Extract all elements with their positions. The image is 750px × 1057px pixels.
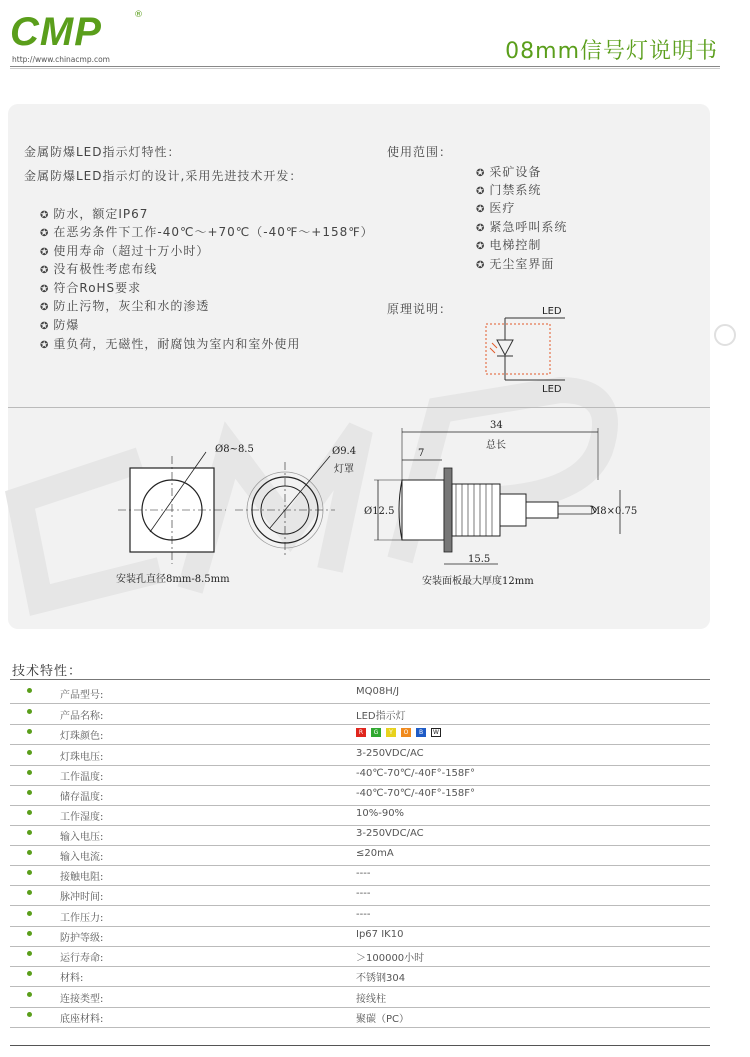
logo-text: CMP bbox=[10, 10, 102, 54]
bullet-dot-icon bbox=[27, 750, 32, 755]
led-schematic bbox=[480, 300, 580, 396]
star-bullet-icon: ✪ bbox=[40, 265, 50, 276]
spec-row: 材料: 不锈钢304 bbox=[10, 966, 710, 987]
star-bullet-icon: ✪ bbox=[476, 241, 486, 252]
principle-heading: 原理说明： bbox=[387, 302, 453, 316]
spec-row: 接触电阻: ---- bbox=[10, 865, 710, 886]
feature-item: ✪ 使用寿命（超过十万小时） bbox=[40, 244, 210, 258]
thread-spec: M8×0.75 bbox=[590, 506, 638, 517]
star-bullet-icon: ✪ bbox=[40, 284, 50, 295]
feature-item: ✪ 在恶劣条件下工作-40℃～+70℃（-40℉～+158℉） bbox=[40, 225, 374, 239]
panel-divider bbox=[8, 407, 710, 408]
footer-divider bbox=[10, 1045, 710, 1046]
bullet-dot-icon bbox=[27, 830, 32, 835]
total-length-label: 总长 bbox=[486, 440, 506, 451]
spec-row: 输入电流: ≤20mA bbox=[10, 845, 710, 866]
spec-row: 灯珠颜色: R G Y O B W bbox=[10, 724, 710, 745]
star-bullet-icon: ✪ bbox=[476, 260, 486, 271]
usage-item: ✪ 紧急呼叫系统 bbox=[476, 220, 568, 234]
feature-item: ✪ 重负荷，无磁性，耐腐蚀为室内和室外使用 bbox=[40, 337, 301, 351]
dimension-drawing bbox=[100, 410, 660, 610]
bullet-dot-icon bbox=[27, 688, 32, 693]
body-diameter: Ø12.5 bbox=[364, 506, 395, 517]
star-bullet-icon: ✪ bbox=[476, 186, 486, 197]
spec-row: 储存温度: -40℃-70℃/-40F°-158F° bbox=[10, 785, 710, 806]
document-title: 08mm信号灯说明书 bbox=[505, 39, 718, 64]
feature-item: ✪ 防爆 bbox=[40, 318, 80, 332]
spec-row: 底座材料: 聚碳（PC） bbox=[10, 1007, 710, 1028]
flange-length: 7 bbox=[418, 448, 425, 459]
spec-row: 运行寿命: ＞100000小时 bbox=[10, 946, 710, 967]
star-bullet-icon: ✪ bbox=[40, 228, 50, 239]
star-bullet-icon: ✪ bbox=[476, 223, 486, 234]
star-bullet-icon: ✪ bbox=[40, 210, 50, 221]
feature-item: ✪ 防水，额定IP67 bbox=[40, 207, 149, 221]
bullet-dot-icon bbox=[27, 770, 32, 775]
star-bullet-icon: ✪ bbox=[476, 204, 486, 215]
star-bullet-icon: ✪ bbox=[40, 321, 50, 332]
spec-row: 产品型号: MQ08H/J bbox=[10, 683, 710, 704]
bullet-dot-icon bbox=[27, 890, 32, 895]
feature-item: ✪ 符合RoHS要求 bbox=[40, 281, 142, 295]
bullet-dot-icon bbox=[27, 911, 32, 916]
bullet-dot-icon bbox=[27, 992, 32, 997]
hole-diameter-label: Ø8~8.5 bbox=[215, 444, 254, 455]
usage-item: ✪ 医疗 bbox=[476, 201, 516, 215]
bullet-dot-icon bbox=[27, 729, 32, 734]
spec-row: 防护等级: Ip67 IK10 bbox=[10, 926, 710, 947]
total-length-value: 34 bbox=[490, 420, 503, 431]
bullet-dot-icon bbox=[27, 951, 32, 956]
usage-heading: 使用范围： bbox=[387, 145, 453, 159]
thread-length: 15.5 bbox=[468, 554, 491, 565]
header-divider-secondary bbox=[10, 68, 720, 69]
schematic-bottom-label: LED bbox=[542, 384, 562, 395]
spec-row: 工作温度: -40℃-70℃/-40F°-158F° bbox=[10, 765, 710, 786]
usage-item: ✪ 门禁系统 bbox=[476, 183, 542, 197]
features-heading: 金属防爆LED指示灯特性： bbox=[24, 145, 181, 159]
color-chip-yellow: Y bbox=[386, 728, 396, 737]
hole-caption: 安装孔直径8mm-8.5mm bbox=[116, 574, 230, 585]
specs-divider bbox=[10, 679, 710, 680]
cover-label: 灯罩 bbox=[334, 464, 354, 475]
color-chips bbox=[356, 727, 446, 738]
star-bullet-icon: ✪ bbox=[40, 247, 50, 258]
specs-title: 技术特性： bbox=[12, 664, 83, 679]
registered-mark: ® bbox=[134, 10, 143, 20]
spec-row: 脉冲时间: ---- bbox=[10, 885, 710, 906]
usage-item: ✪ 电梯控制 bbox=[476, 238, 542, 252]
bullet-dot-icon bbox=[27, 850, 32, 855]
bullet-dot-icon bbox=[27, 971, 32, 976]
header-divider bbox=[10, 66, 720, 67]
usage-item: ✪ 采矿设备 bbox=[476, 165, 542, 179]
logo-url: http://www.chinacmp.com bbox=[12, 55, 110, 64]
spec-row: 工作压力: ---- bbox=[10, 906, 710, 927]
bullet-dot-icon bbox=[27, 931, 32, 936]
color-chip-green: G bbox=[371, 728, 381, 737]
features-subheading: 金属防爆LED指示灯的设计,采用先进技术开发： bbox=[24, 169, 303, 183]
spec-row: 连接类型: 接线柱 bbox=[10, 987, 710, 1008]
bullet-dot-icon bbox=[27, 790, 32, 795]
star-bullet-icon: ✪ bbox=[40, 340, 50, 351]
bullet-dot-icon bbox=[27, 709, 32, 714]
bullet-dot-icon bbox=[27, 870, 32, 875]
color-chip-blue: B bbox=[416, 728, 426, 737]
color-chip-red: R bbox=[356, 728, 366, 737]
color-chip-orange: O bbox=[401, 728, 411, 737]
spec-row: 产品名称: LED指示灯 bbox=[10, 704, 710, 725]
feature-item: ✪ 防止污物，灰尘和水的渗透 bbox=[40, 299, 210, 313]
spec-row: 灯珠电压: 3-250VDC/AC bbox=[10, 745, 710, 766]
bullet-dot-icon bbox=[27, 810, 32, 815]
color-chip-white: W bbox=[431, 728, 441, 737]
panel-thickness-caption: 安装面板最大厚度12mm bbox=[422, 576, 534, 587]
logo bbox=[10, 10, 150, 70]
feature-item: ✪ 没有极性考虑布线 bbox=[40, 262, 158, 276]
spec-row: 输入电压: 3-250VDC/AC bbox=[10, 825, 710, 846]
usage-item: ✪ 无尘室界面 bbox=[476, 257, 555, 271]
spec-row: 工作湿度: 10%-90% bbox=[10, 805, 710, 826]
cover-dimension: Ø9.4 bbox=[332, 446, 357, 457]
bullet-dot-icon bbox=[27, 1012, 32, 1017]
star-bullet-icon: ✪ bbox=[476, 168, 486, 179]
star-bullet-icon: ✪ bbox=[40, 302, 50, 313]
schematic-top-label: LED bbox=[542, 306, 562, 317]
